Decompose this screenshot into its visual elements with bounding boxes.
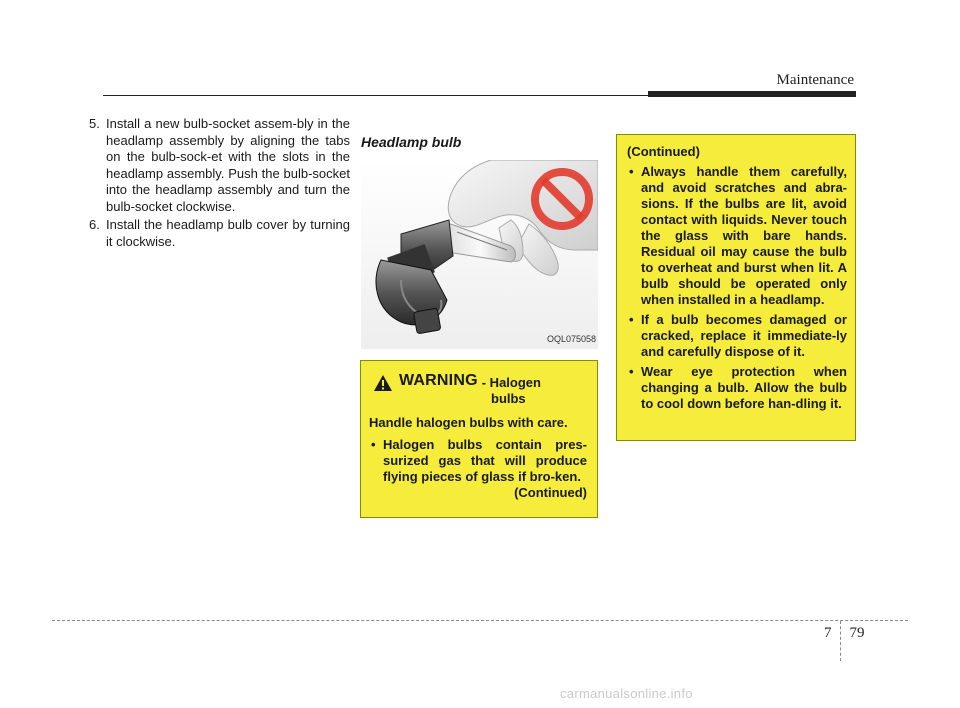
warning-triangle-icon xyxy=(373,374,393,392)
warning-box xyxy=(360,360,598,518)
continued-warning-box xyxy=(616,134,856,441)
headlamp-bulb-illustration xyxy=(361,160,598,349)
figure-code: OQL075058 xyxy=(546,334,596,344)
footer-rule xyxy=(52,620,908,621)
warning-heading xyxy=(373,373,587,392)
continued-note: (Continued) xyxy=(514,485,587,500)
section-title: Headlamp bulb xyxy=(361,134,462,150)
page-number-separator xyxy=(840,621,842,661)
continued-heading: (Continued) xyxy=(627,144,700,159)
warning-subject-line2: bulbs xyxy=(491,391,526,406)
step-item xyxy=(76,217,350,250)
header-title: Maintenance xyxy=(776,72,854,88)
warning-intro: Handle halogen bulbs with care. xyxy=(369,415,568,430)
header-rule-thick xyxy=(648,91,856,97)
installation-steps xyxy=(76,116,350,252)
warning-bullet: • Always handle them carefully, and avoid scratches and abra-sions. If the bulbs are lit, avoid contact with liquids. Never touch the glass with bare hands. Residual oil may cause the bulb to overheat and burst when lit. A bulb should be operated only when installed in a headlamp. xyxy=(627,164,847,308)
page-number-value: 79 xyxy=(849,625,865,641)
step-text: Install a new bulb-socket assem-bly in the headlamp assembly by aligning the tabs on the bulb-sock-et with the slots in the headlamp assembly. Push the bulb-socket into the headlamp assembly and turn the bulb-socket clockwise. xyxy=(106,116,350,214)
header-rule xyxy=(103,95,650,96)
warning-subject: - Halogen xyxy=(481,375,541,390)
warning-bullet: • If a bulb becomes damaged or cracked, replace it immediate-ly and carefully dispose of it. xyxy=(627,312,847,360)
step-text: Install the headlamp bulb cover by turning it clockwise. xyxy=(106,217,350,249)
warning-word: WARNING xyxy=(399,372,478,389)
warning-bullet: • Halogen bulbs contain pres-surized gas that will produce flying pieces of glass if bro-ken. xyxy=(369,437,587,485)
chapter-number: 7 xyxy=(824,625,832,641)
step-item xyxy=(76,116,350,215)
warning-bullet: • Wear eye protection when changing a bulb. Allow the bulb to cool down before han-dling it. xyxy=(627,364,847,412)
watermark: carmanualsonline.info xyxy=(560,686,693,701)
step-number: 5. xyxy=(89,116,100,131)
page-number xyxy=(824,625,865,661)
step-number: 6. xyxy=(89,217,100,232)
prohibition-icon xyxy=(529,166,595,232)
